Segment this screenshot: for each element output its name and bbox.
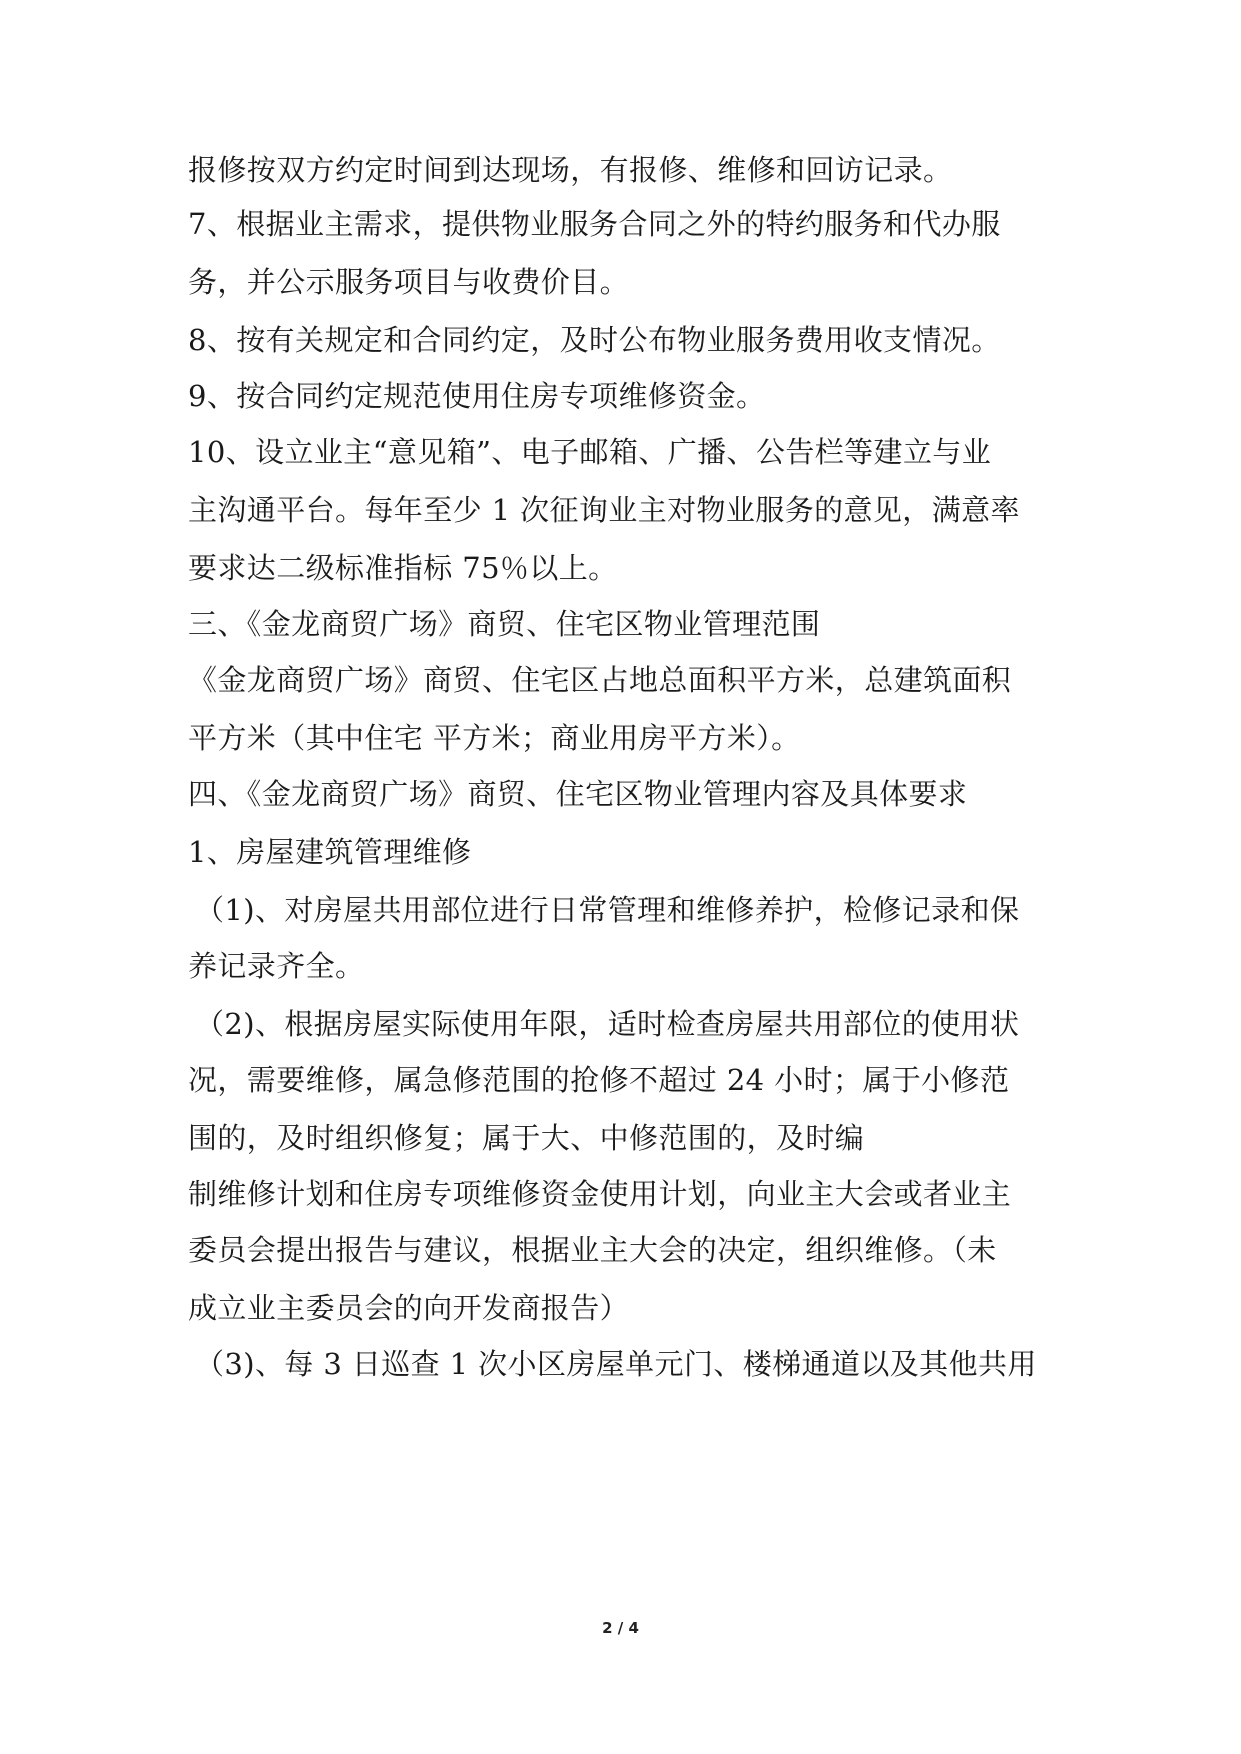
paragraph-line: 委员会提出报告与建议，根据业主大会的决定，组织维修。（未 — [188, 1233, 997, 1267]
paragraph-line: 养记录齐全。 — [188, 949, 365, 983]
paragraph-line: （1)、对房屋共用部位进行日常管理和维修养护，检修记录和保 — [195, 893, 1020, 927]
subsection-heading: 1、房屋建筑管理维修 — [188, 835, 472, 869]
paragraph-line: （2)、根据房屋实际使用年限，适时检查房屋共用部位的使用状 — [195, 1007, 1020, 1041]
section-heading: 三、《金龙商贸广场》商贸、住宅区物业管理范围 — [188, 607, 821, 641]
section-heading: 四、《金龙商贸广场》商贸、住宅区物业管理内容及具体要求 — [188, 777, 968, 811]
paragraph-line: 务，并公示服务项目与收费价目。 — [188, 265, 630, 299]
paragraph-line: 况，需要维修，属急修范围的抢修不超过 24 小时；属于小修范 — [188, 1063, 1010, 1097]
paragraph-line: 主沟通平台。每年至少 1 次征询业主对物业服务的意见，满意率 — [188, 493, 1020, 527]
paragraph-line: 《金龙商贸广场》商贸、住宅区占地总面积平方米，总建筑面积 — [188, 663, 1012, 697]
page-number: 2 / 4 — [602, 1619, 639, 1637]
paragraph-line: 围的，及时组织修复；属于大、中修范围的，及时编 — [188, 1121, 865, 1155]
paragraph-line: 8、按有关规定和合同约定，及时公布物业服务费用收支情况。 — [188, 323, 1001, 357]
paragraph-line: （3)、每 3 日巡查 1 次小区房屋单元门、楼梯通道以及其他共用 — [195, 1347, 1037, 1381]
paragraph-line: 报修按双方约定时间到达现场，有报修、维修和回访记录。 — [188, 153, 953, 187]
paragraph-line: 成立业主委员会的向开发商报告） — [188, 1291, 630, 1325]
paragraph-line: 9、按合同约定规范使用住房专项维修资金。 — [188, 379, 766, 413]
paragraph-line: 平方米（其中住宅 平方米；商业用房平方米）。 — [188, 721, 801, 755]
paragraph-line: 10、设立业主“意见箱”、电子邮箱、广播、公告栏等建立与业 — [188, 435, 992, 469]
paragraph-line: 要求达二级标准指标 75％以上。 — [188, 551, 618, 585]
paragraph-line: 7、根据业主需求，提供物业服务合同之外的特约服务和代办服 — [188, 207, 1001, 241]
paragraph-line: 制维修计划和住房专项维修资金使用计划，向业主大会或者业主 — [188, 1177, 1012, 1211]
